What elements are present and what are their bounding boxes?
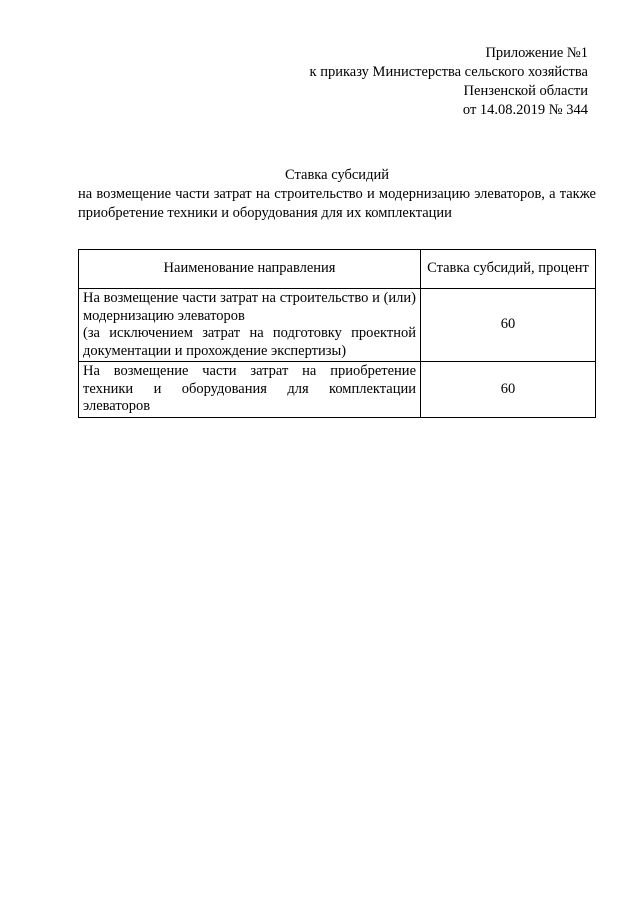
title-main: Ставка субсидий	[285, 167, 389, 183]
direction-cell	[79, 362, 421, 418]
direction-note: (за исключением затрат на подготовку проектной документации и прохождение экспертизы)	[83, 325, 416, 359]
order-reference: к приказу Министерства сельского хозяйства	[309, 64, 588, 80]
column-header-rate: Ставка субсидий, процент	[421, 250, 596, 289]
direction-name: На возмещение части затрат на строительство и (или) модернизацию элеваторов	[83, 290, 416, 324]
appendix-number: Приложение №1	[485, 45, 588, 61]
region-name: Пензенской области	[463, 83, 588, 99]
column-header-direction: Наименование направления	[79, 250, 421, 289]
document-title	[78, 166, 596, 223]
title-subtitle: на возмещение части затрат на строительство и модернизацию элеваторов, а также приобретение техники и оборудования для их комплектации	[78, 186, 596, 221]
rate-cell: 60	[421, 289, 596, 362]
subsidy-rate-table	[78, 249, 596, 418]
table-row	[79, 289, 596, 362]
table-row	[79, 362, 596, 418]
direction-cell	[79, 289, 421, 362]
rate-cell: 60	[421, 362, 596, 418]
table-header-row	[79, 250, 596, 289]
appendix-header	[310, 44, 588, 120]
order-date-number: от 14.08.2019 № 344	[462, 102, 588, 118]
direction-name: На возмещение части затрат на приобретение техники и оборудования для комплектации элеваторов	[83, 363, 416, 414]
